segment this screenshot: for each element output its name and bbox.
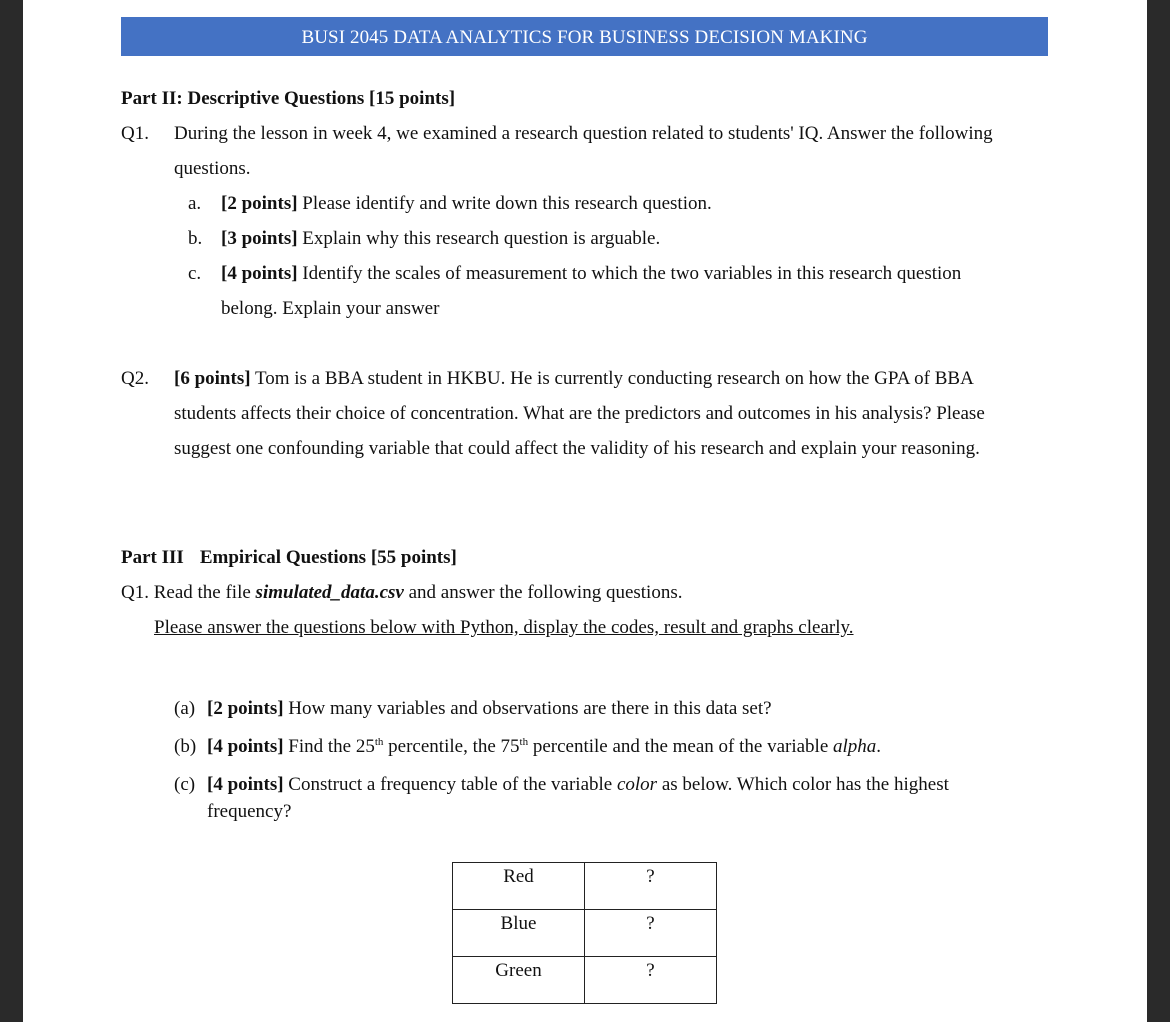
p3a-item <box>207 697 772 721</box>
part3-heading <box>121 546 457 570</box>
q1c-marker: c. <box>188 263 202 284</box>
color-cell: Blue <box>453 910 585 957</box>
q1c-item <box>221 262 961 286</box>
part3-heading-title: Empirical Questions [55 points] <box>199 547 457 568</box>
q1b-marker: b. <box>188 228 203 249</box>
p3b-sup1: th <box>374 736 384 748</box>
p3c-marker: (c) <box>174 774 196 795</box>
p3c-variable: color <box>616 774 658 795</box>
table-row <box>453 957 717 1004</box>
p3c-line2: frequency? <box>207 801 292 822</box>
p3c-text2: as below. Which color has the highest <box>657 774 949 795</box>
q1c-points: [4 points] <box>221 263 298 284</box>
p3c-points: [4 points] <box>207 774 284 795</box>
p3a-points: [2 points] <box>207 698 284 719</box>
p3-q1-prefix: Q1. Read the file <box>121 582 256 603</box>
q2-line2: students affects their choice of concentration. What are the predictors and outcomes in his analysis? Please <box>174 403 985 424</box>
color-cell: Green <box>453 957 585 1004</box>
p3c-item <box>207 773 949 797</box>
document-page <box>23 0 1147 1022</box>
q1b-item <box>221 227 660 251</box>
part2-heading: Part II: Descriptive Questions [15 points] <box>121 88 456 109</box>
color-cell: Red <box>453 863 585 910</box>
q2-line3: suggest one confounding variable that could affect the validity of his research and explain your reasoning. <box>174 438 980 459</box>
p3-q1-line <box>121 581 682 605</box>
p3c-text1: Construct a frequency table of the variable <box>283 774 617 795</box>
q1a-marker: a. <box>188 193 202 214</box>
p3a-text: How many variables and observations are there in this data set? <box>283 698 772 719</box>
q1a-text: Please identify and write down this research question. <box>297 193 712 214</box>
p3b-variable: alpha <box>833 736 877 757</box>
course-title-banner: BUSI 2045 DATA ANALYTICS FOR BUSINESS DECISION MAKING <box>121 17 1048 56</box>
p3b-text1: Find the 25 <box>283 736 375 757</box>
p3b-item <box>207 735 881 759</box>
p3b-sup2: th <box>519 736 529 748</box>
frequency-cell: ? <box>585 910 717 957</box>
part3-heading-label: Part III <box>121 547 184 568</box>
q1a-item <box>221 192 712 216</box>
q1c-text-line2: belong. Explain your answer <box>221 298 440 319</box>
q1b-points: [3 points] <box>221 228 298 249</box>
frequency-cell: ? <box>585 863 717 910</box>
python-instruction: Please answer the questions below with Python, display the codes, result and graphs clearly. <box>154 617 854 638</box>
q2-text: Tom is a BBA student in HKBU. He is currently conducting research on how the GPA of BBA <box>250 368 974 389</box>
q2-points: [6 points] <box>174 368 251 389</box>
q1-text-line1: During the lesson in week 4, we examined a research question related to students' IQ. Answer the following <box>174 123 993 144</box>
p3b-text2: percentile, the 75 <box>383 736 520 757</box>
q2-number: Q2. <box>121 368 149 389</box>
q1-text-line2: questions. <box>174 158 251 179</box>
q1c-text: Identify the scales of measurement to which the two variables in this research question <box>297 263 962 284</box>
frequency-table <box>452 862 717 1004</box>
p3-q1-suffix: and answer the following questions. <box>403 582 683 603</box>
p3a-marker: (a) <box>174 698 196 719</box>
p3-q1-filename: simulated_data.csv <box>255 582 404 603</box>
p3b-points: [4 points] <box>207 736 284 757</box>
q1-number: Q1. <box>121 123 149 144</box>
table-row <box>453 863 717 910</box>
p3b-text4: . <box>876 736 882 757</box>
q1a-points: [2 points] <box>221 193 298 214</box>
q2-line1 <box>174 367 974 391</box>
table-row <box>453 910 717 957</box>
p3b-text3: percentile and the mean of the variable <box>528 736 834 757</box>
p3b-marker: (b) <box>174 736 197 757</box>
frequency-cell: ? <box>585 957 717 1004</box>
q1b-text: Explain why this research question is arguable. <box>297 228 661 249</box>
